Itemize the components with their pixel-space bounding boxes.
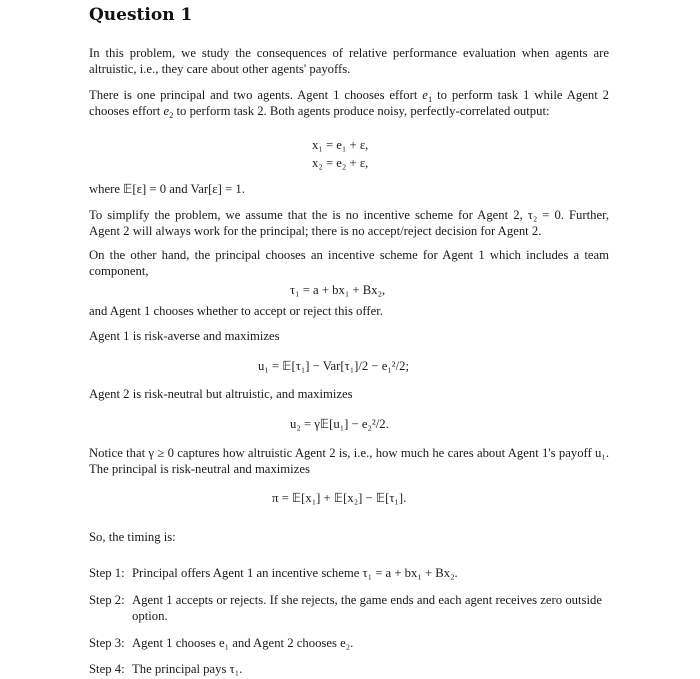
step-text: The principal pays τ₁. [132,662,243,676]
altruism-paragraph: Notice that γ ≥ 0 captures how altruistic Agent 2 is, i.e., how much he cares about Agent 1's payoff u₁. The principal is risk-neutral and maximizes [89,446,609,476]
equation-u1: u₁ = 𝔼[τ₁] − Var[τ₁]/2 − e₁²/2; [258,359,409,373]
step-text: Principal offers Agent 1 an incentive scheme τ₁ = a + bx₁ + Bx₂. [132,566,458,580]
team-component-paragraph: On the other hand, the principal chooses an incentive scheme for Agent 1 which includes a team component, [89,248,609,278]
equation-x1: x₁ = e₁ + ε, [312,138,369,152]
equation-pi: π = 𝔼[x₁] + 𝔼[x₂] − 𝔼[τ₁]. [272,491,407,505]
setup-text-a: There is one principal and two agents. Agent 1 chooses effort [89,88,423,102]
simplify-paragraph: To simplify the problem, we assume that the is no incentive scheme for Agent 2, τ₂ = 0. Further, Agent 2 will always work for the principal; there is no accept/reject decision for Agent 2. [89,208,609,238]
equation-x2: x₂ = e₂ + ε, [312,156,369,170]
step-label: Step 4: [89,662,125,676]
step-text: Agent 1 chooses e₁ and Agent 2 chooses e₂. [132,636,354,650]
equation-tau1: τ₁ = a + bx₁ + Bx₂, [290,283,386,297]
intro-paragraph: In this problem, we study the consequences of relative performance evaluation when agents are altruistic, i.e., they care about other agents' payoffs. [89,46,609,76]
step-label: Step 3: [89,636,125,650]
setup-paragraph: There is one principal and two agents. Agent 1 chooses effort $e_1$ to perform task 1 while Agent 2 chooses effort $e_2$ to perform task 2. Both agents produce noisy, perfectly-correlated output: [89,88,609,120]
agent1-paragraph: Agent 1 is risk-averse and maximizes [89,329,280,343]
step-label: Step 2: [89,593,125,607]
setup-text-b: to perform task 1 while Agent 2 chooses effort [89,88,609,118]
agent2-paragraph: Agent 2 is risk-neutral but altruistic, and maximizes [89,387,353,401]
step-label: Step 1: [89,566,125,580]
expectation-paragraph: where 𝔼[ε] = 0 and Var[ε] = 1. [89,182,245,196]
equation-u2: u₂ = γ𝔼[u₁] − e₂²/2. [290,417,389,431]
step-text: Agent 1 accepts or rejects. If she rejects, the game ends and each agent receives zero outside option. [132,593,602,623]
question-title: Question 1 [89,5,193,25]
timing-paragraph: So, the timing is: [89,530,176,544]
setup-text-c: to perform task 2. Both agents produce noisy, perfectly-correlated output: [173,104,550,118]
accept-paragraph: and Agent 1 chooses whether to accept or reject this offer. [89,304,383,318]
